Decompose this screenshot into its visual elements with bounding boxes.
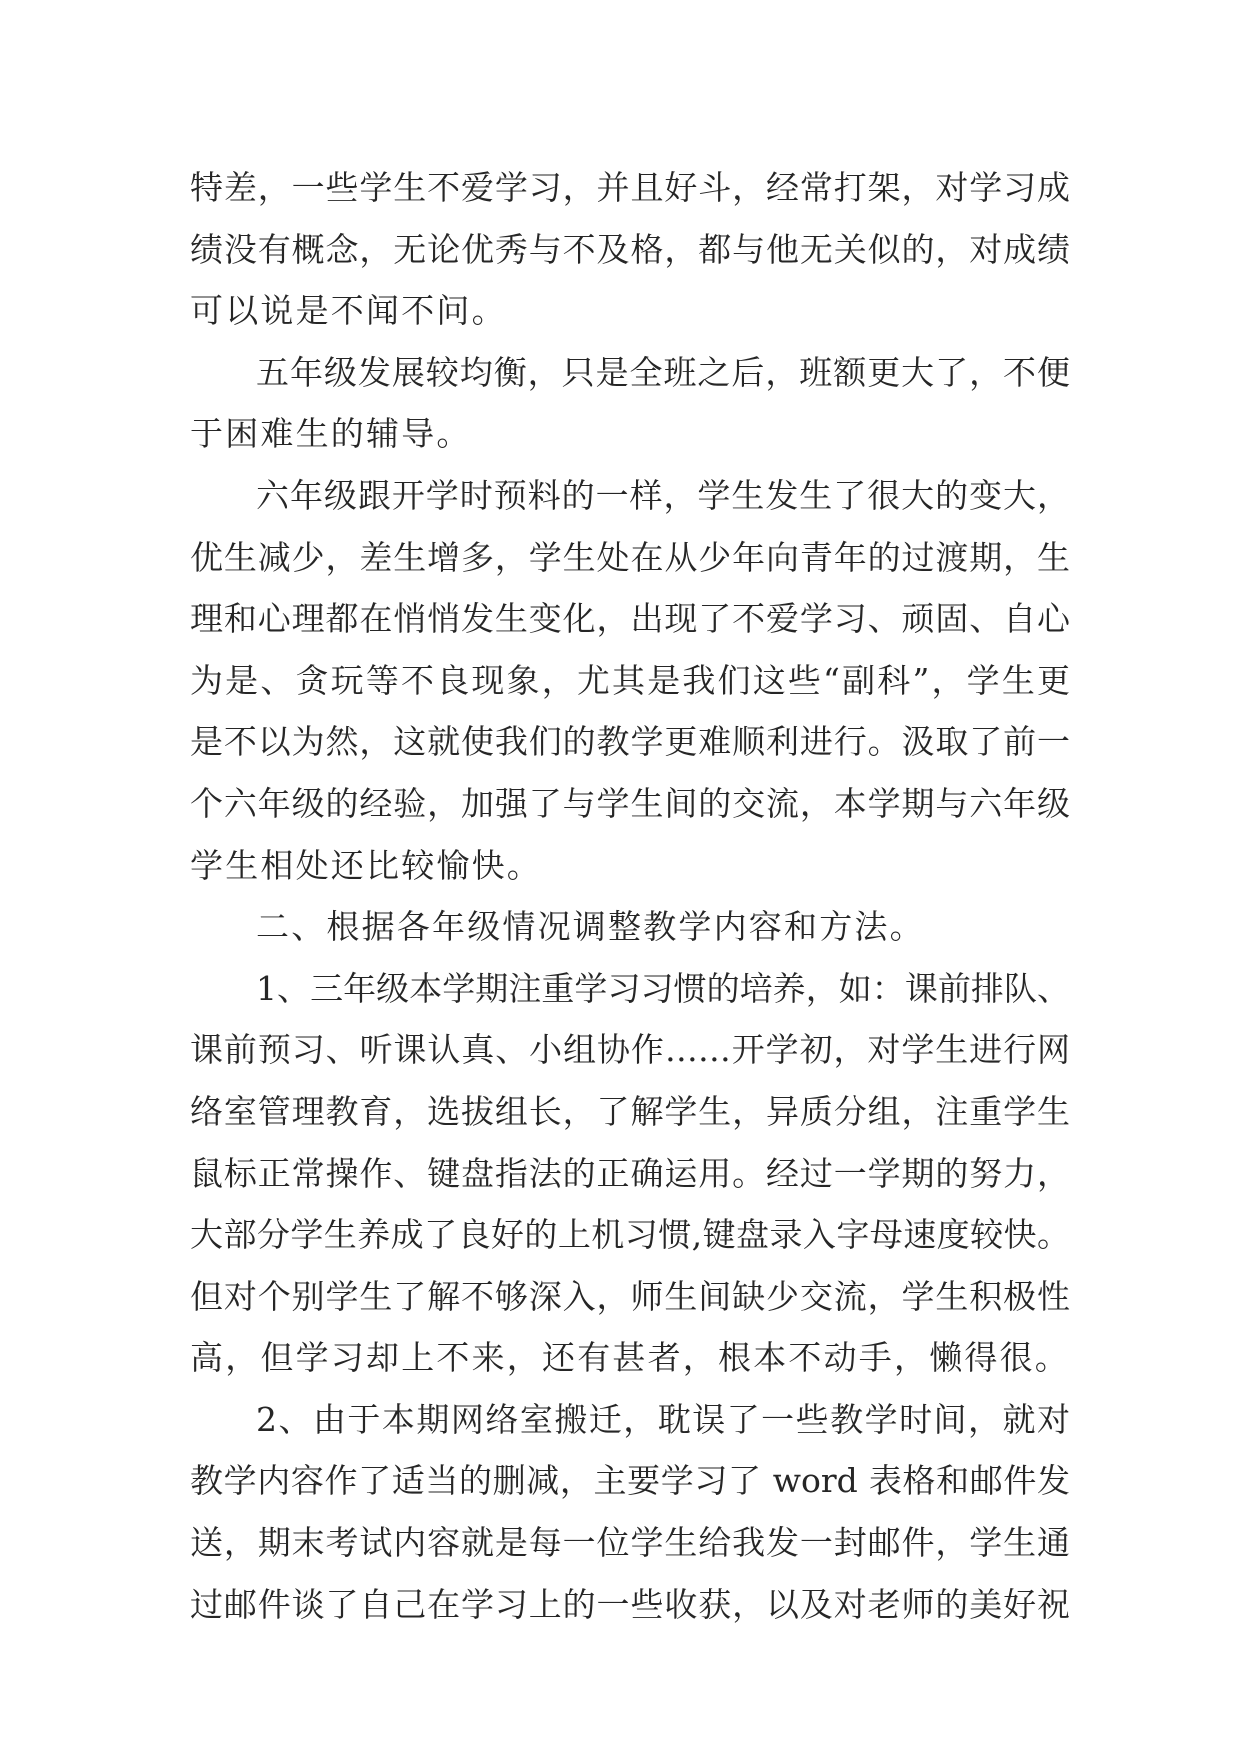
- text-line: 绩没有概念，无论优秀与不及格，都与他无关似的，对成绩: [190, 229, 1070, 269]
- text-line: 特差，一些学生不爱学习，并且好斗，经常打架，对学习成: [190, 168, 1070, 207]
- text-line: 个六年级的经验，加强了与学生间的交流，本学期与六年级: [190, 783, 1070, 823]
- text-line: 送，期末考试内容就是每一位学生给我发一封邮件，学生通: [190, 1523, 1070, 1563]
- text-line: 学生相处还比较愉快。: [190, 845, 542, 885]
- body-text: [190, 157, 1070, 1635]
- text-line: 为是、贪玩等不良现象，尤其是我们这些“副科”，学生更: [190, 660, 1070, 700]
- text-line: 是不以为然，这就使我们的教学更难顺利进行。汲取了前一: [190, 722, 1070, 762]
- text-line: 大部分学生养成了良好的上机习惯,键盘录入字母速度较快。: [190, 1215, 1070, 1255]
- text-line: 鼠标正常操作、键盘指法的正确运用。经过一学期的努力，: [190, 1153, 1070, 1193]
- text-line: 但对个别学生了解不够深入，师生间缺少交流，学生积极性: [190, 1276, 1070, 1316]
- text-line: 教学内容作了适当的删减，主要学习了 word 表格和邮件发: [190, 1461, 1070, 1501]
- text-line: 2、由于本期网络室搬迁，耽误了一些教学时间，就对: [256, 1399, 1070, 1439]
- text-line: 络室管理教育，选拔组长，了解学生，异质分组，注重学生: [190, 1091, 1070, 1131]
- text-line: 高，但学习却上不来，还有甚者，根本不动手，懒得很。: [190, 1338, 1070, 1378]
- text-line: 可以说是不闻不问。: [190, 291, 507, 331]
- text-line: 二、根据各年级情况调整教学内容和方法。: [256, 907, 925, 947]
- text-line: 五年级发展较均衡，只是全班之后，班额更大了，不便: [256, 352, 1070, 392]
- text-line: 于困难生的辅导。: [190, 414, 472, 454]
- text-line: 1、三年级本学期注重学习习惯的培养，如：课前排队、: [256, 968, 1070, 1008]
- text-line: 六年级跟开学时预料的一样，学生发生了很大的变大，: [256, 475, 1070, 515]
- text-line: 理和心理都在悄悄发生变化，出现了不爱学习、顽固、自心: [190, 599, 1070, 639]
- text-line: 课前预习、听课认真、小组协作……开学初，对学生进行网: [190, 1030, 1070, 1070]
- text-line: 优生减少，差生增多，学生处在从少年向青年的过渡期，生: [190, 537, 1070, 577]
- text-line: 过邮件谈了自己在学习上的一些收获，以及对老师的美好祝: [190, 1584, 1070, 1624]
